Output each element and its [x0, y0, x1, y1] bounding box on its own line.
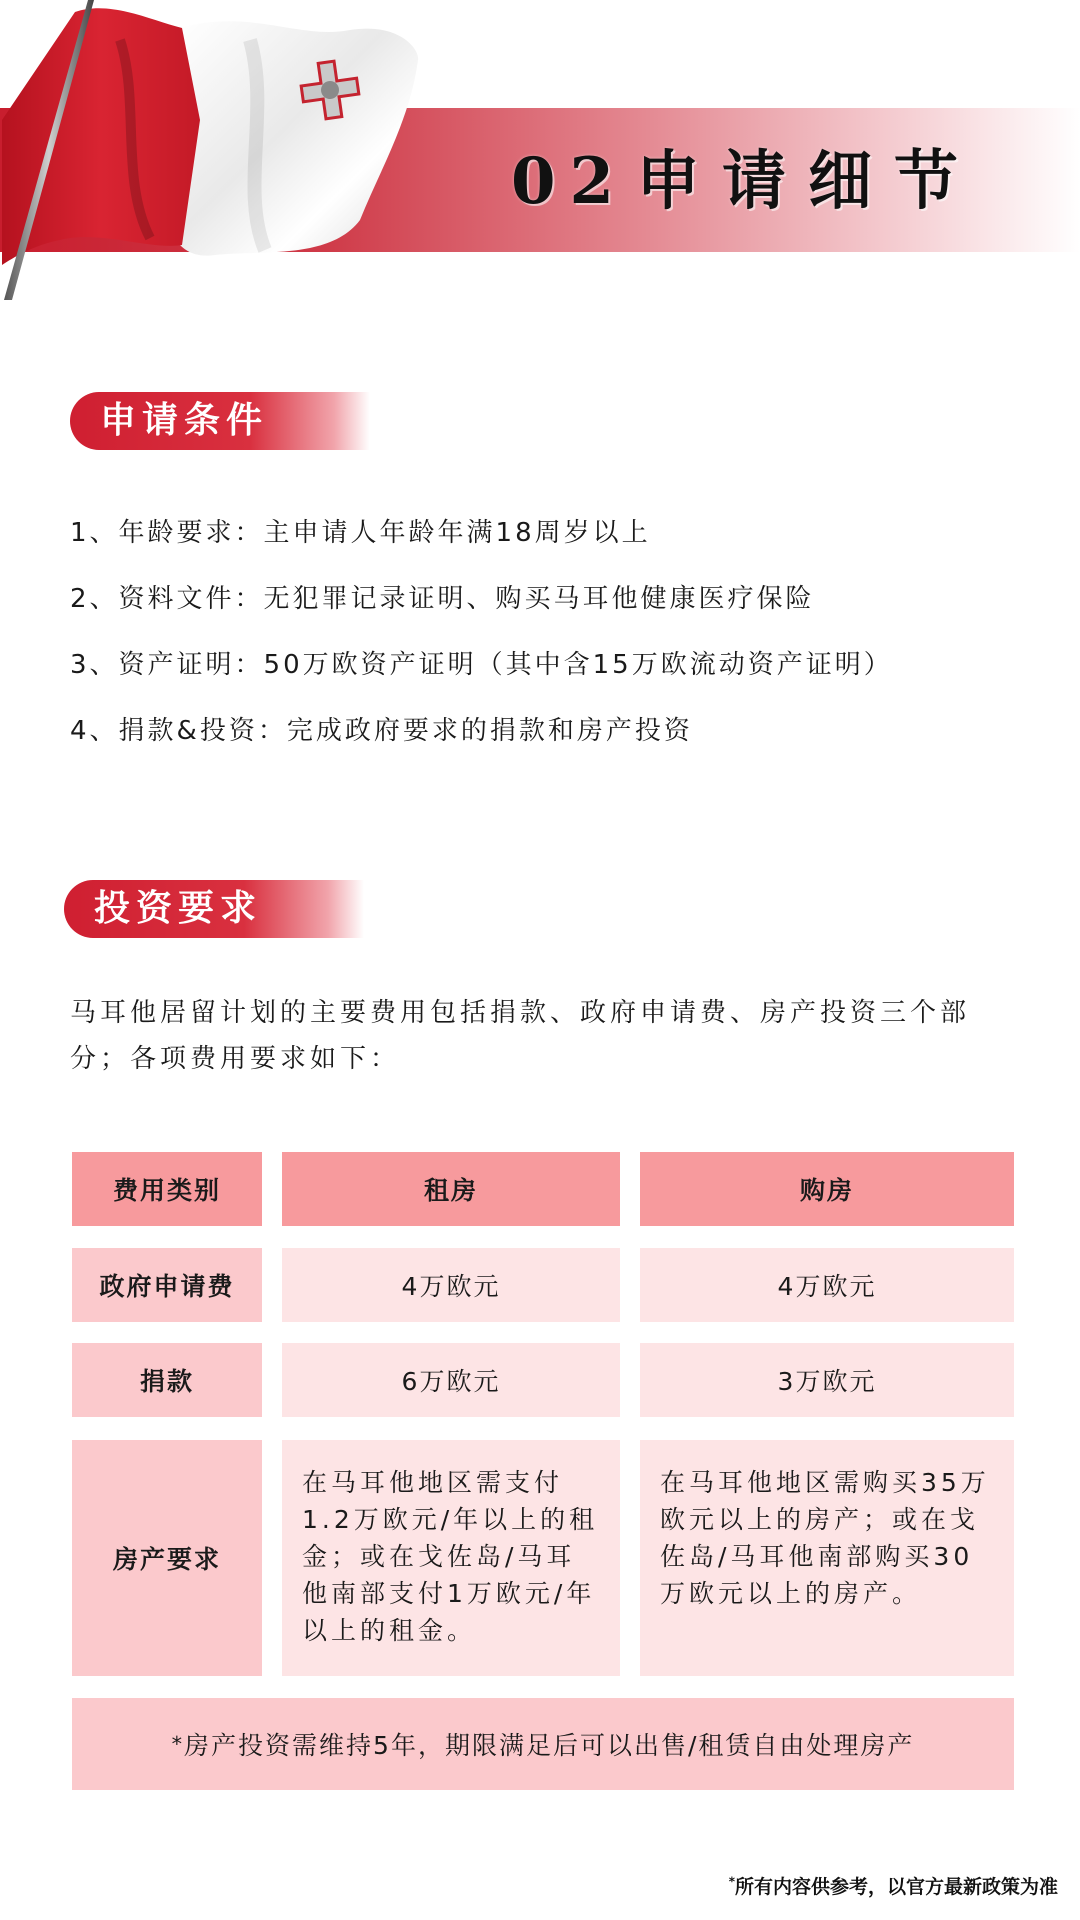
page-title-number: 02 [510, 144, 628, 219]
list-item: 2、资料文件：无犯罪记录证明、购买马耳他健康医疗保险 [70, 584, 815, 614]
footer-mark: * [728, 1874, 735, 1889]
note-mark: * [171, 1732, 185, 1756]
table-cell: 4万欧元 [282, 1248, 620, 1322]
table-cell: 6万欧元 [282, 1343, 620, 1417]
intro-paragraph: 马耳他居留计划的主要费用包括捐款、政府申请费、房产投资三个部分；各项费用要求如下： [70, 998, 971, 1074]
table-row-header: 房产要求 [72, 1440, 262, 1676]
list-item: 4、捐款&投资：完成政府要求的捐款和房产投资 [70, 716, 693, 746]
table-cell: 在马耳他地区需购买35万欧元以上的房产；或在戈佐岛/马耳他南部购买30万欧元以上的房产。 [640, 1440, 1014, 1676]
note-text: 房产投资需维持5年，期限满足后可以出售/租赁自由处理房产 [184, 1731, 915, 1760]
section-label-conditions: 申请条件 [70, 392, 370, 450]
table-row-header: 捐款 [72, 1343, 262, 1417]
page-title [511, 132, 980, 232]
table-header-category: 费用类别 [72, 1152, 262, 1226]
table-header-rent: 租房 [282, 1152, 620, 1226]
list-item: 3、资产证明：50万欧资产证明（其中含15万欧流动资产证明） [70, 650, 893, 680]
section-label-investment: 投资要求 [64, 880, 364, 938]
table-header-buy: 购房 [640, 1152, 1014, 1226]
table-row-header: 政府申请费 [72, 1248, 262, 1322]
footer-disclaimer [729, 1872, 1058, 1899]
table-note [72, 1698, 1014, 1790]
table-cell: 在马耳他地区需支付1.2万欧元/年以上的租金；或在戈佐岛/马耳他南部支付1万欧元/年以上的租金。 [282, 1440, 620, 1676]
malta-flag-icon [0, 0, 430, 300]
list-item: 1、年龄要求：主申请人年龄年满18周岁以上 [70, 518, 651, 548]
table-cell: 3万欧元 [640, 1343, 1014, 1417]
table-cell: 4万欧元 [640, 1248, 1014, 1322]
page-title-text: 申请细节 [636, 145, 980, 219]
conditions-list [70, 500, 1030, 764]
footer-text: 所有内容供参考，以官方最新政策为准 [734, 1876, 1058, 1898]
